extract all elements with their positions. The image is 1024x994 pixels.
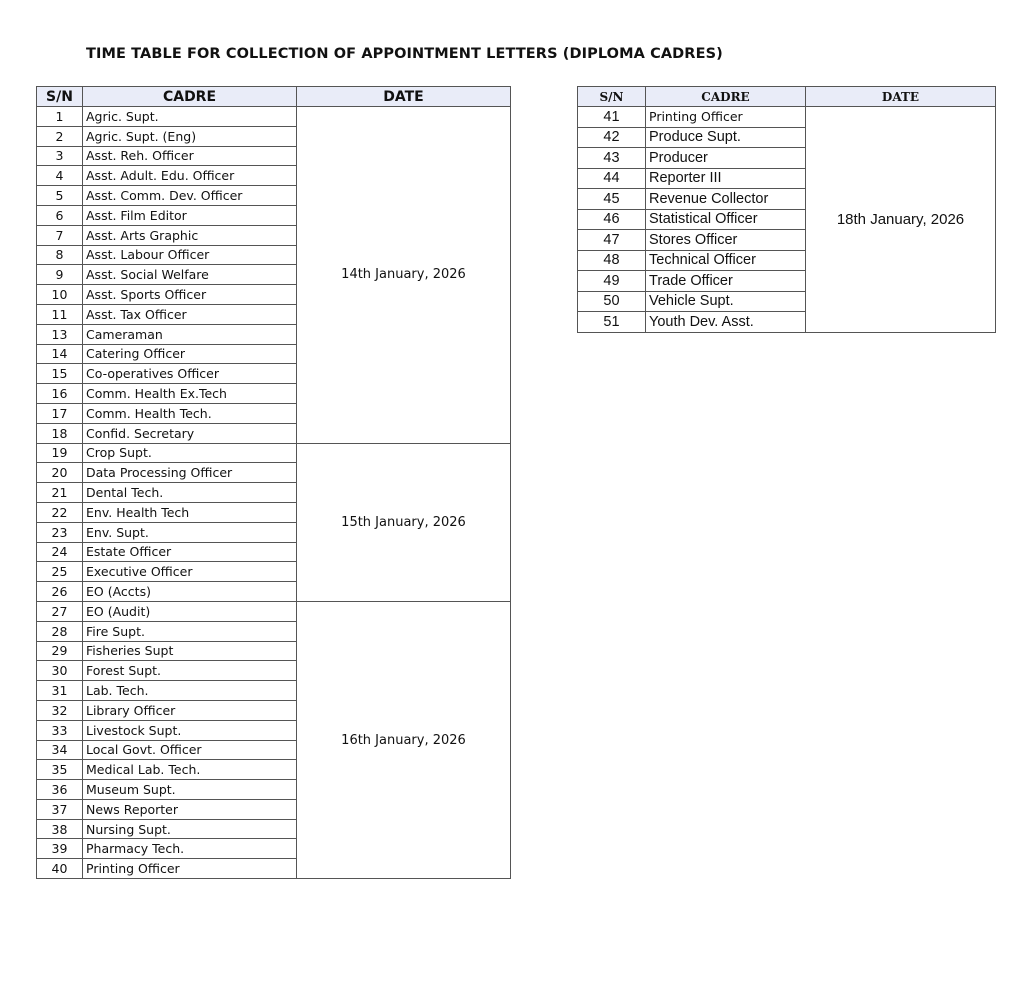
cadre-cell: Agric. Supt. (Eng) (83, 126, 297, 146)
cadre-cell: Env. Supt. (83, 522, 297, 542)
sn-cell: 38 (37, 819, 83, 839)
sn-cell: 17 (37, 403, 83, 423)
sn-cell: 40 (37, 859, 83, 879)
table-body (37, 107, 511, 879)
cadre-cell: Produce Supt. (646, 127, 806, 148)
cadre-cell: Producer (646, 148, 806, 169)
sn-cell: 30 (37, 661, 83, 681)
cadre-cell: Estate Officer (83, 542, 297, 562)
cadre-cell: Nursing Supt. (83, 819, 297, 839)
cadre-cell: News Reporter (83, 799, 297, 819)
cadre-cell: Env. Health Tech (83, 502, 297, 522)
header-row (37, 87, 511, 107)
table-row (578, 107, 996, 128)
date-cell: 15th January, 2026 (297, 443, 511, 601)
cadre-cell: Confid. Secretary (83, 423, 297, 443)
sn-cell: 9 (37, 265, 83, 285)
cadre-cell: Youth Dev. Asst. (646, 312, 806, 333)
sn-cell: 47 (578, 230, 646, 251)
sn-cell: 21 (37, 483, 83, 503)
cadre-cell: Asst. Film Editor (83, 205, 297, 225)
header-cadre: CADRE (646, 87, 806, 107)
cadre-cell: Cameraman (83, 324, 297, 344)
sn-cell: 5 (37, 186, 83, 206)
sn-cell: 48 (578, 250, 646, 271)
sn-cell: 10 (37, 285, 83, 305)
cadre-cell: Pharmacy Tech. (83, 839, 297, 859)
date-cell: 18th January, 2026 (806, 107, 996, 333)
cadre-cell: Comm. Health Ex.Tech (83, 384, 297, 404)
sn-cell: 36 (37, 780, 83, 800)
sn-cell: 45 (578, 189, 646, 210)
cadre-cell: Reporter III (646, 168, 806, 189)
cadre-cell: Asst. Comm. Dev. Officer (83, 186, 297, 206)
sn-cell: 39 (37, 839, 83, 859)
sn-cell: 7 (37, 225, 83, 245)
header-date: DATE (806, 87, 996, 107)
cadre-cell: Fire Supt. (83, 621, 297, 641)
date-cell: 14th January, 2026 (297, 107, 511, 444)
sn-cell: 18 (37, 423, 83, 443)
sn-cell: 44 (578, 168, 646, 189)
sn-cell: 14 (37, 344, 83, 364)
cadre-cell: Printing Officer (646, 107, 806, 128)
sn-cell: 1 (37, 107, 83, 127)
sn-cell: 41 (578, 107, 646, 128)
cadre-cell: Library Officer (83, 700, 297, 720)
cadre-cell: Asst. Arts Graphic (83, 225, 297, 245)
sn-cell: 19 (37, 443, 83, 463)
cadre-cell: EO (Accts) (83, 582, 297, 602)
cadre-cell: Local Govt. Officer (83, 740, 297, 760)
cadre-cell: Asst. Labour Officer (83, 245, 297, 265)
header-row (578, 87, 996, 107)
sn-cell: 49 (578, 271, 646, 292)
cadre-cell: Asst. Sports Officer (83, 285, 297, 305)
cadre-cell: Medical Lab. Tech. (83, 760, 297, 780)
cadre-cell: Comm. Health Tech. (83, 403, 297, 423)
cadre-cell: Printing Officer (83, 859, 297, 879)
cadre-cell: Co-operatives Officer (83, 364, 297, 384)
cadre-cell: Lab. Tech. (83, 681, 297, 701)
sn-cell: 6 (37, 205, 83, 225)
cadre-cell: Dental Tech. (83, 483, 297, 503)
sn-cell: 46 (578, 209, 646, 230)
cadre-cell: Livestock Supt. (83, 720, 297, 740)
cadre-cell: Crop Supt. (83, 443, 297, 463)
cadre-cell: EO (Audit) (83, 601, 297, 621)
sn-cell: 28 (37, 621, 83, 641)
cadre-cell: Executive Officer (83, 562, 297, 582)
sn-cell: 32 (37, 700, 83, 720)
cadre-cell: Asst. Reh. Officer (83, 146, 297, 166)
cadre-cell: Data Processing Officer (83, 463, 297, 483)
table-row (37, 443, 511, 463)
header-sn: S/N (578, 87, 646, 107)
sn-cell: 37 (37, 799, 83, 819)
table-row (37, 601, 511, 621)
sn-cell: 31 (37, 681, 83, 701)
sn-cell: 29 (37, 641, 83, 661)
sn-cell: 13 (37, 324, 83, 344)
cadre-cell: Forest Supt. (83, 661, 297, 681)
cadre-cell: Statistical Officer (646, 209, 806, 230)
sn-cell: 24 (37, 542, 83, 562)
cadre-cell: Stores Officer (646, 230, 806, 251)
sn-cell: 3 (37, 146, 83, 166)
cadre-cell: Trade Officer (646, 271, 806, 292)
cadre-cell: Fisheries Supt (83, 641, 297, 661)
cadre-cell: Asst. Adult. Edu. Officer (83, 166, 297, 186)
cadre-cell: Museum Supt. (83, 780, 297, 800)
table-body (578, 107, 996, 333)
sn-cell: 26 (37, 582, 83, 602)
sn-cell: 33 (37, 720, 83, 740)
header-cadre: CADRE (83, 87, 297, 107)
sn-cell: 4 (37, 166, 83, 186)
sn-cell: 43 (578, 148, 646, 169)
cadre-cell: Agric. Supt. (83, 107, 297, 127)
sn-cell: 8 (37, 245, 83, 265)
sn-cell: 51 (578, 312, 646, 333)
sn-cell: 27 (37, 601, 83, 621)
cadre-cell: Revenue Collector (646, 189, 806, 210)
date-cell: 16th January, 2026 (297, 601, 511, 878)
header-sn: S/N (37, 87, 83, 107)
sn-cell: 34 (37, 740, 83, 760)
sn-cell: 25 (37, 562, 83, 582)
header-date: DATE (297, 87, 511, 107)
cadre-cell: Vehicle Supt. (646, 291, 806, 312)
sn-cell: 16 (37, 384, 83, 404)
cadre-cell: Asst. Tax Officer (83, 304, 297, 324)
document-title: TIME TABLE FOR COLLECTION OF APPOINTMENT LETTERS (DIPLOMA CADRES) (86, 46, 723, 62)
timetable-left (36, 86, 511, 879)
sn-cell: 35 (37, 760, 83, 780)
sn-cell: 22 (37, 502, 83, 522)
cadre-cell: Catering Officer (83, 344, 297, 364)
timetable-right (577, 86, 996, 333)
cadre-cell: Technical Officer (646, 250, 806, 271)
sn-cell: 15 (37, 364, 83, 384)
sn-cell: 23 (37, 522, 83, 542)
sn-cell: 20 (37, 463, 83, 483)
sn-cell: 42 (578, 127, 646, 148)
sn-cell: 50 (578, 291, 646, 312)
cadre-cell: Asst. Social Welfare (83, 265, 297, 285)
sn-cell: 2 (37, 126, 83, 146)
sn-cell: 11 (37, 304, 83, 324)
table-row (37, 107, 511, 127)
